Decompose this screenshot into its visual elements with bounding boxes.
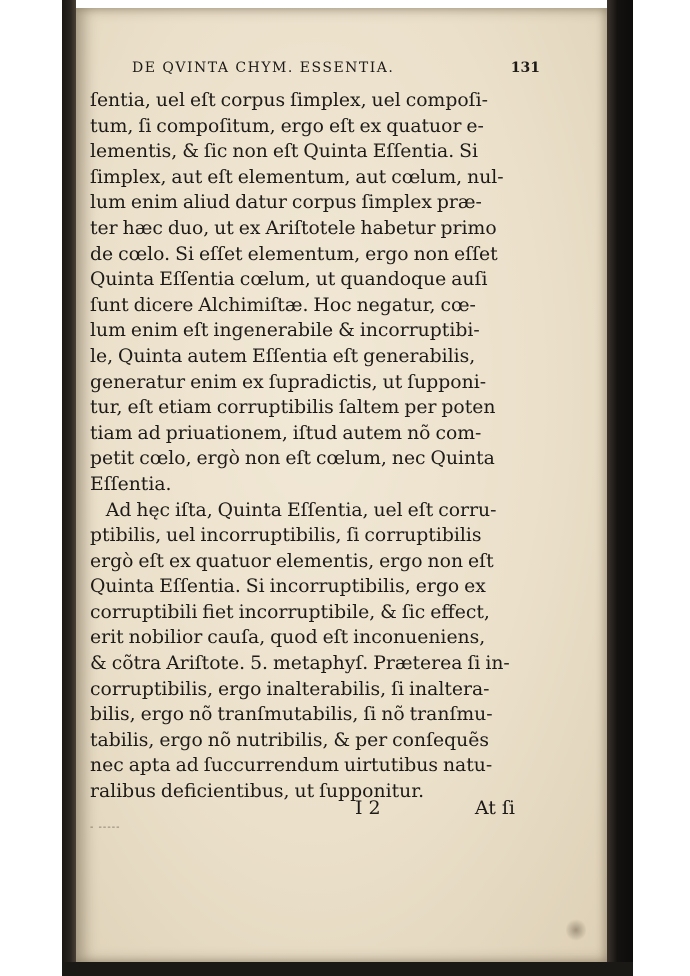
text-line: erit nobilior cauſa, quod eſt inconueniens, xyxy=(90,626,486,649)
text-line: corruptibilis, ergo inalterabilis, ſi inaltera- xyxy=(90,677,490,700)
text-line: de cœlo. Si eſſet elementum, ergo non eſſet xyxy=(90,242,498,265)
text-line: ergò eſt ex quatuor elementis, ergo non eſt xyxy=(90,549,494,572)
book-edge-bottom xyxy=(62,962,633,976)
text-line: tabilis, ergo nõ nutribilis, & per conſequẽs xyxy=(90,728,489,751)
bleed-through-marks: - ----- xyxy=(90,822,121,833)
text-line: bilis, ergo nõ tranſmutabilis, ſi nõ tranſmu- xyxy=(90,703,493,726)
page-number: 131 xyxy=(510,60,540,76)
text-line: tum, ſi compoſitum, ergo eſt ex quatuor e- xyxy=(90,114,484,137)
text-line: & cõtra Ariſtote. 5. metaphyſ. Præterea ſi in- xyxy=(90,652,510,675)
text-line: ptibilis, uel incorruptibilis, ſi corruptibilis xyxy=(90,524,482,547)
paper-stain xyxy=(566,918,586,942)
signature-mark: I 2 xyxy=(355,797,381,819)
text-line: lementis, & ſic non eſt Quinta Eſſentia. Si xyxy=(90,140,479,163)
text-line: lum enim aliud datur corpus ſimplex præ- xyxy=(90,191,482,214)
text-line: corruptibili fiet incorruptibile, & ſic effect, xyxy=(90,600,490,623)
running-header xyxy=(132,60,540,88)
page-text-block xyxy=(90,60,540,805)
text-line: petit cœlo, ergò non eſt cœlum, nec Quinta xyxy=(90,447,495,470)
book-edge-right xyxy=(607,0,633,976)
text-line: tiam ad priuationem, iſtud autem nõ com- xyxy=(90,421,482,444)
text-line: generatur enim ex ſupradictis, ut ſupponi- xyxy=(90,370,487,393)
running-title: DE QVINTA CHYM. ESSENTIA. xyxy=(132,60,395,76)
text-line: ſentia, uel eſt corpus ſimplex, uel compoſi- xyxy=(90,89,488,111)
text-line: Eſſentia. xyxy=(90,472,172,495)
text-line: ſimplex, aut eſt elementum, aut cœlum, nul- xyxy=(90,165,504,188)
text-line: ralibus deficientibus, ut ſupponitur. xyxy=(90,780,425,803)
catchline xyxy=(355,797,515,819)
text-line: lum enim eſt ingenerabile & incorruptibi- xyxy=(90,319,480,342)
body-text xyxy=(90,88,520,805)
text-line: ſunt dicere Alchimiſtæ. Hoc negatur, cœ- xyxy=(90,293,476,316)
text-line: ter hæc duo, ut ex Ariſtotele habetur primo xyxy=(90,216,497,239)
book-edge-left xyxy=(62,0,76,976)
text-line: nec apta ad ſuccurrendum uirtutibus natu- xyxy=(90,754,493,777)
text-line: le, Quinta autem Eſſentia eſt generabilis, xyxy=(90,344,476,367)
catchword: At ſi xyxy=(474,797,515,819)
text-line: tur, eſt etiam corruptibilis ſaltem per poten xyxy=(90,396,496,419)
text-line: Quinta Eſſentia cœlum, ut quandoque auſi xyxy=(90,268,488,291)
text-line: Ad hęc iſta, Quinta Eſſentia, uel eſt corru- xyxy=(105,498,497,521)
text-line: Quinta Eſſentia. Si incorruptibilis, ergo ex xyxy=(90,575,486,598)
